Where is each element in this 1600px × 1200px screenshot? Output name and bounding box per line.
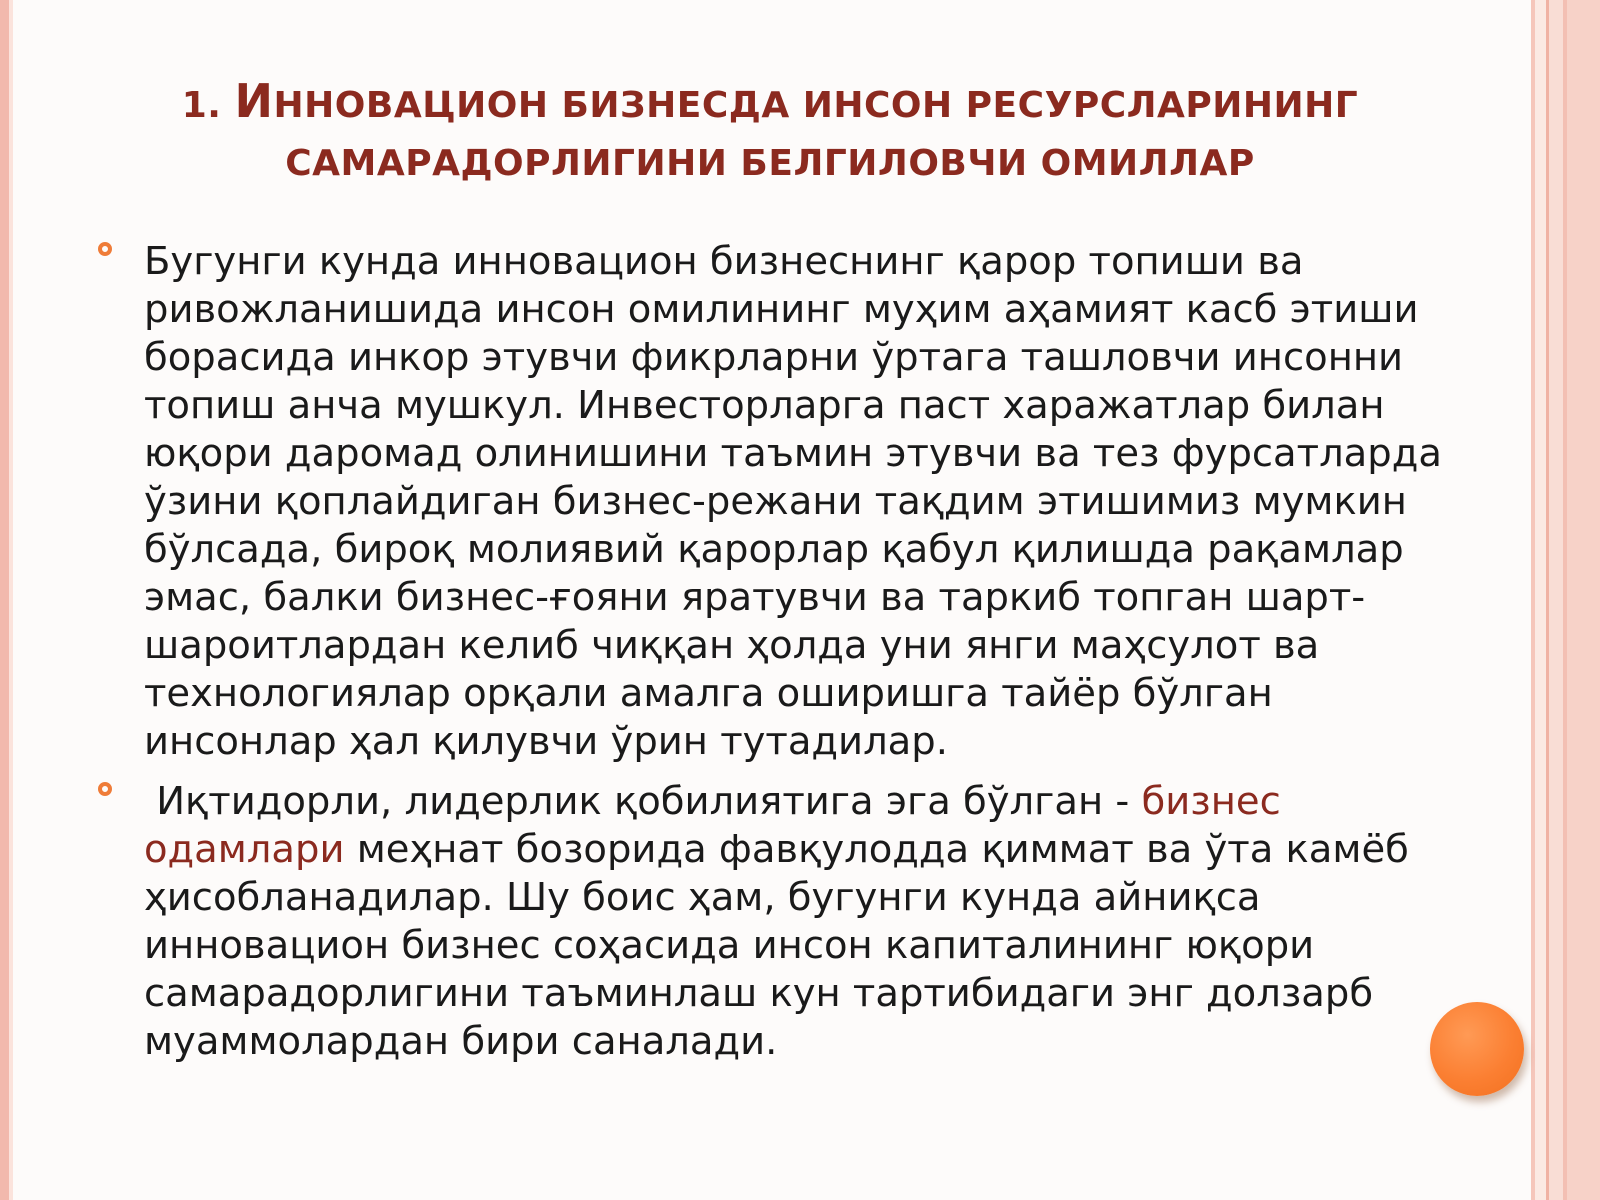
paragraph-text: Бугунги кунда инновацион бизнеснинг қарор топиши ва ривожланишида инсон омилининг муҳим аҳамият касб этиши борасида инкор этувчи фикрларни ўртага ташловчи инсонни топиш анча мушкул. Инвесторларга паст харажатлар билан юқори даромад олинишини таъмин этувчи ва тез фурсатларда ўзини қоплайдиган бизнес-режани тақдим этишимиз мумкин бўлсада, бироқ молиявий қарорлар қабул қилишда рақамлар эмас, балки бизнес-ғояни яратувчи ва таркиб топган шарт-шароитлардан келиб чиққан ҳолда уни янги маҳсулот ва технологиялар орқали амалга оширишга тайёр бўлган инсонлар ҳал қилувчи ўрин тутадилар. xyxy=(144,239,1442,764)
right-decorative-stripe xyxy=(1535,0,1546,1200)
left-decorative-stripe-inner xyxy=(9,0,13,1200)
highlighted-term: бизнес одамлари xyxy=(144,779,1281,872)
bullet-paragraph-2 xyxy=(144,778,1444,1066)
paragraph-text-after: меҳнат бозорида фавқулодда қиммат ва ўта камёб ҳисобланадилар. Шу боис ҳам, бугунги кунда айниқса инновацион бизнес соҳасида инсон капиталининг юқори самарадорлигини таъминлаш кун тартибидаги энг долзарб муаммолардан бири саналади. xyxy=(144,827,1409,1064)
title-first-letter: И xyxy=(234,74,274,128)
paragraph-text-before: Иқтидорли, лидерлик қобилиятига эга бўлган - xyxy=(144,779,1142,824)
bullet-paragraph-1 xyxy=(144,238,1444,766)
slide-title xyxy=(60,72,1480,193)
title-number: 1. xyxy=(181,85,222,126)
ring-bullet-icon xyxy=(98,242,112,256)
slide-body xyxy=(144,238,1444,1066)
slide-title-line1 xyxy=(60,72,1480,135)
title-line1-rest: ННОВАЦИОН БИЗНЕСДА ИНСОН РЕСУРСЛАРИНИНГ xyxy=(273,85,1359,126)
slide-title-line2: САМАРАДОРЛИГИНИ БЕЛГИЛОВЧИ ОМИЛЛАР xyxy=(285,143,1255,184)
left-decorative-stripe xyxy=(0,0,9,1200)
ring-bullet-icon xyxy=(98,782,112,796)
right-decorative-stripe xyxy=(1549,0,1563,1200)
orange-circle-decoration xyxy=(1430,1002,1524,1096)
right-decorative-stripe xyxy=(1567,0,1600,1200)
